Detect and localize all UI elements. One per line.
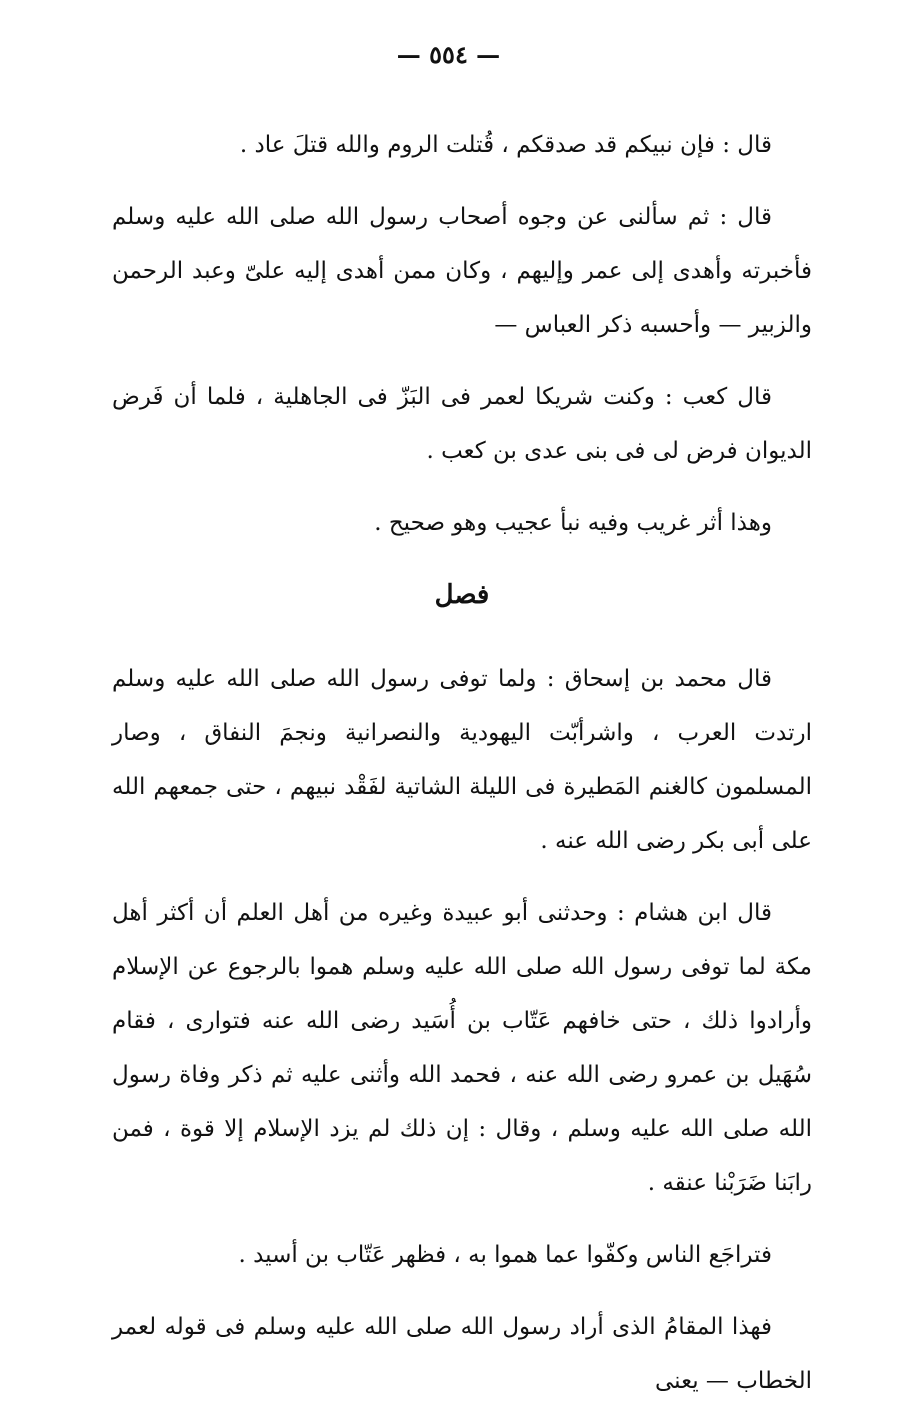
paragraph-2: قال : ثم سألنى عن وجوه أصحاب رسول الله صلى الله عليه وسلم فأخبرته وأهدى إلى عمر وإليهم ، وكان ممن أهدى إليه علىّ وعبد الرحمن والزبير — وأحسبه ذكر العباس — xyxy=(112,204,812,338)
paragraph-7: فتراجَع الناس وكفّوا عما هموا به ، فظهر عَتّاب بن أسيد . xyxy=(238,1242,772,1268)
paragraph-1: قال : فإن نبيكم قد صدقكم ، قُتلت الروم والله قتلَ عاد . xyxy=(239,132,772,158)
page-number: — ٥٥٤ — xyxy=(396,40,501,69)
paragraph-8: فهذا المقامُ الذى أراد رسول الله صلى الله عليه وسلم فى قوله لعمر الخطاب — يعنى xyxy=(112,1314,812,1394)
paragraph-4: وهذا أثر غريب وفيه نبأ عجيب وهو صحيح . xyxy=(374,510,772,536)
paragraph-5: قال محمد بن إسحاق : ولما توفى رسول الله صلى الله عليه وسلم ارتدت العرب ، واشرأبّت اليهودية والنصرانية ونجمَ النفاق ، وصار المسلمون كالغنم المَطيرة فى الليلة الشاتية لفَقْد نبيهم ، حتى جمعهم الله على أبى بكر رضى الله عنه . xyxy=(112,666,812,854)
paragraph-3: قال كعب : وكنت شريكا لعمر فى البَزّ فى الجاهلية ، فلما أن فَرض الديوان فرض لى فى بنى عدى بن كعب . xyxy=(112,384,812,464)
section-heading: فصل xyxy=(434,580,490,610)
page-body xyxy=(112,118,812,1426)
paragraph-6: قال ابن هشام : وحدثنى أبو عبيدة وغيره من أهل العلم أن أكثر أهل مكة لما توفى رسول الله صلى الله عليه وسلم هموا بالرجوع عن الإسلام وأرادوا ذلك ، حتى خافهم عَتّاب بن أُسَيد رضى الله عنه فتوارى ، فقام سُهَيل بن عمرو رضى الله عنه ، فحمد الله وأثنى عليه ثم ذكر وفاة رسول الله صلى الله عليه وسلم ، وقال : إن ذلك لم يزد الإسلام إلا قوة ، فمن رابَنا ضَرَبْنا عنقه . xyxy=(112,900,812,1196)
